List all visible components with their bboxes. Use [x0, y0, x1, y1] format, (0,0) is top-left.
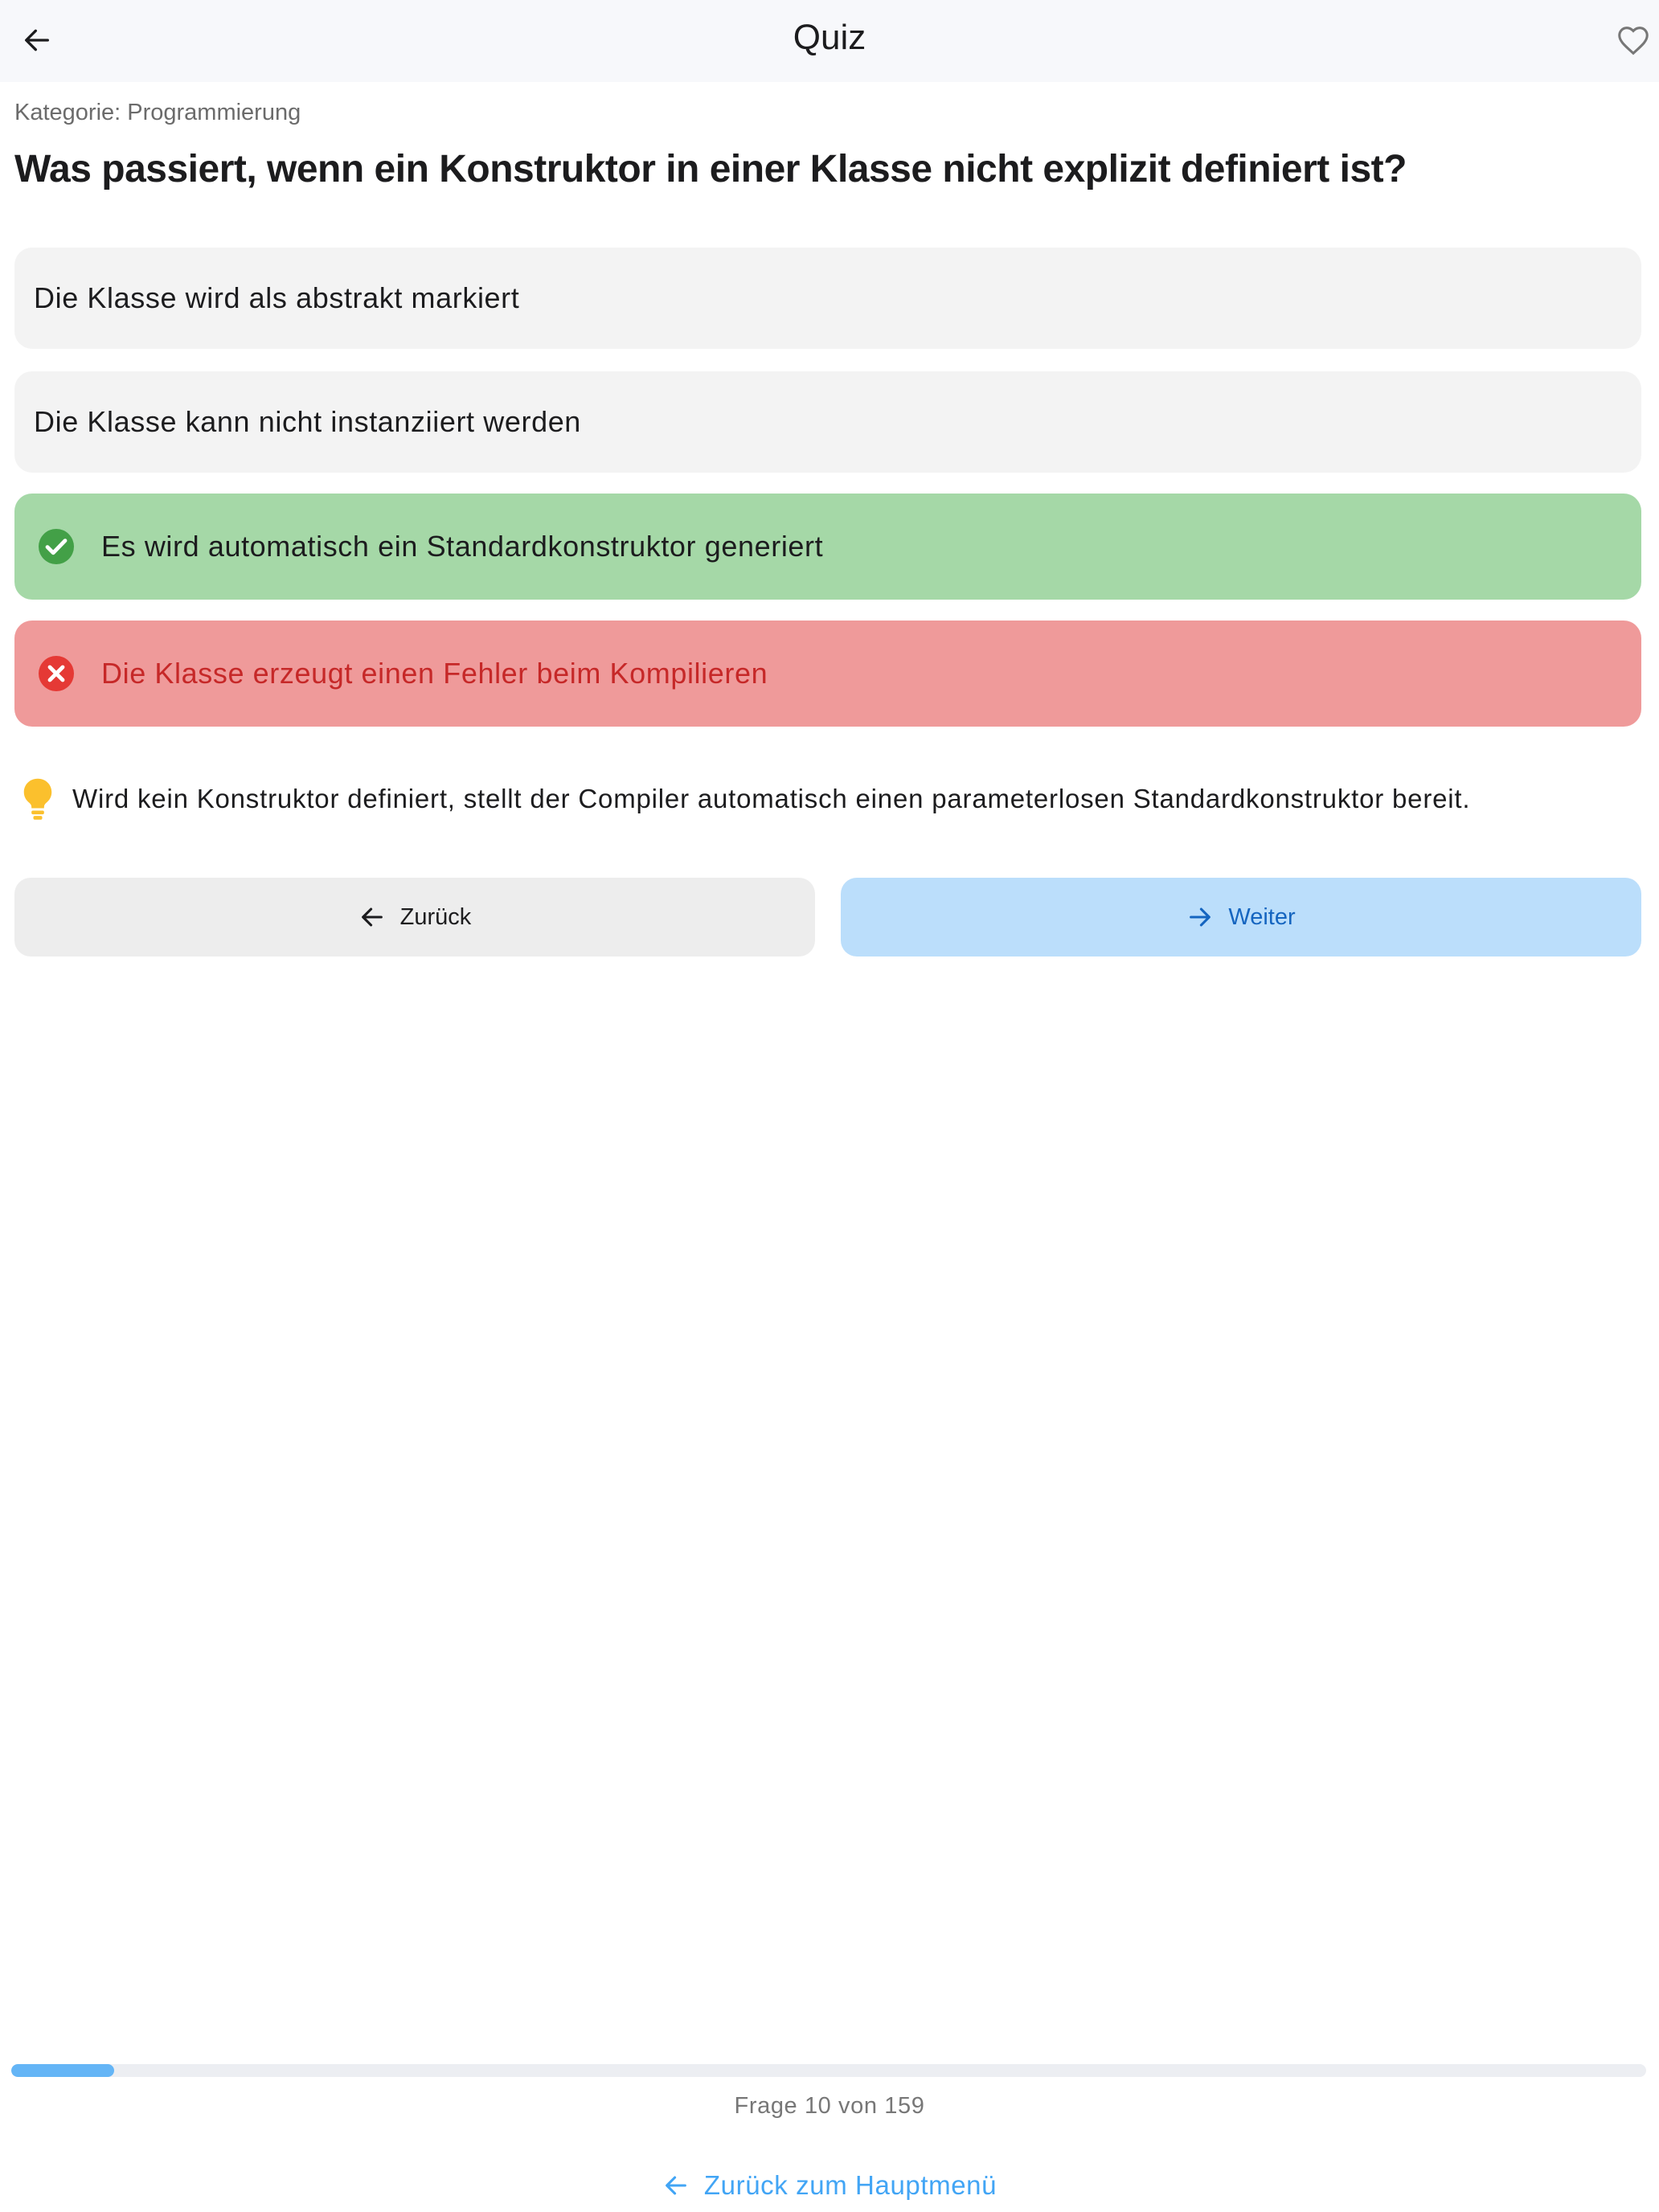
progress-bar-fill — [11, 2064, 114, 2077]
answer-label: Die Klasse wird als abstrakt markiert — [34, 281, 520, 314]
answer-label: Es wird automatisch ein Standardkonstruktor generiert — [101, 530, 824, 563]
favorite-button[interactable] — [1608, 14, 1659, 66]
next-button-label: Weiter — [1228, 903, 1296, 930]
answer-option-2[interactable] — [14, 371, 1641, 473]
answer-option-1[interactable] — [14, 248, 1641, 349]
category-label: Kategorie: Programmierung — [14, 100, 301, 125]
app-header — [0, 0, 1659, 82]
previous-button-label: Zurück — [399, 903, 472, 930]
back-to-main-menu-link[interactable] — [0, 2170, 1659, 2201]
question-text: Was passiert, wenn ein Konstruktor in einer Klasse nicht explizit definiert ist? — [14, 148, 1407, 190]
next-button[interactable] — [841, 878, 1641, 956]
heart-outline-icon — [1615, 22, 1652, 59]
answer-label: Die Klasse erzeugt einen Fehler beim Kompilieren — [101, 657, 768, 690]
explanation-hint — [19, 776, 1470, 821]
progress-bar — [11, 2064, 1646, 2077]
back-to-main-menu-label: Zurück zum Hauptmenü — [703, 2170, 997, 2200]
lightbulb-icon — [19, 776, 56, 821]
progress-text: Frage 10 von 159 — [734, 2093, 925, 2119]
previous-button[interactable] — [14, 878, 815, 956]
arrow-right-icon — [1186, 903, 1214, 931]
hint-text: Wird kein Konstruktor definiert, stellt der Compiler automatisch einen parameterlosen Standardkonstruktor bereit. — [72, 784, 1471, 813]
page-title: Quiz — [793, 18, 866, 57]
answer-label: Die Klasse kann nicht instanziiert werden — [34, 405, 581, 438]
cancel-circle-icon — [37, 654, 76, 693]
arrow-left-icon — [662, 2172, 690, 2199]
answer-option-4-wrong[interactable] — [14, 621, 1641, 727]
answer-option-3-correct[interactable] — [14, 494, 1641, 600]
arrow-left-icon — [358, 903, 386, 931]
check-circle-icon — [37, 527, 76, 566]
